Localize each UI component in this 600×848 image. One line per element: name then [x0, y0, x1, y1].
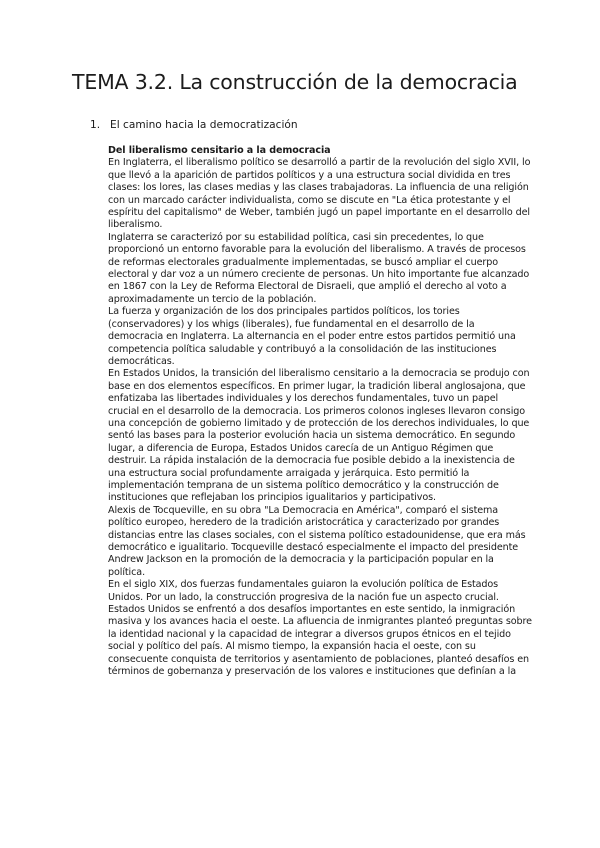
paragraph: Alexis de Tocqueville, en su obra "La Democracia en América", comparó el sistema político europeo, heredero de la tradición aristocrática y caracterizado por grandes distancias entre las clases sociales, con el sistema político estadounidense, que era más democrático e igualitario. Tocqueville destacó especialmente el impacto del presidente Andrew Jackson en la promoción de la democracia y la participación popular en la política.	[108, 504, 526, 578]
section-heading	[90, 119, 298, 131]
paragraph: En Inglaterra, el liberalismo político se desarrolló a partir de la revolución del siglo XVII, lo que llevó a la aparición de partidos políticos y a una estructura social dividida en tres clases: los lores, las clases medias y las clases trabajadoras. La influencia de una religión con un marcado carácter individualista, como se discute en "La ética protestante y el espíritu del capitalismo" de Weber, también jugó un papel importante en el desarrollo del liberalismo.	[108, 157, 531, 231]
paragraph: Inglaterra se caracterizó por su estabilidad política, casi sin precedentes, lo que proporcionó un entorno favorable para la evolución del liberalismo. A través de procesos de reformas electorales gradualmente implementadas, se buscó ampliar el cuerpo electoral y dar voz a un número creciente de personas. Un hito importante fue alcanzado en 1867 con la Ley de Reforma Electoral de Disraeli, que amplió el derecho al voto a aproximadamente un tercio de la población.	[108, 231, 530, 305]
section-number: 1.	[90, 119, 101, 131]
subheading: Del liberalismo censitario a la democracia	[108, 145, 331, 156]
paragraph: En Estados Unidos, la transición del liberalismo censitario a la democracia se produjo con base en dos elementos específicos. En primer lugar, la tradición liberal anglosajona, que enfatizaba las libertades individuales y los derechos fundamentales, tuvo un papel crucial en el desarrollo de la democracia. Los primeros colonos ingleses llevaron consigo una concepción de gobierno limitado y de protección de los derechos individuales, lo que sentó las bases para la posterior evolución hacia un sistema democrático. En segundo lugar, a diferencia de Europa, Estados Unidos carecía de un Antiguo Régimen que destruir. La rápida instalación de la democracia fue posible debido a la inexistencia de una estructura social profundamente arraigada y jerárquica. Esto permitió la implementación temprana de un sistema político democrático y la construcción de instituciones que reflejaban los principios igualitarios y participativos.	[108, 368, 530, 504]
paragraph: La fuerza y organización de los dos principales partidos políticos, los tories (conservadores) y los whigs (liberales), fue fundamental en el desarrollo de la democracia en Inglaterra. La alternancia en el poder entre estos partidos permitió una competencia política saludable y contribuyó a la consolidación de las instituciones democráticas.	[108, 306, 516, 367]
body-text	[108, 145, 532, 678]
section-title: El camino hacia la democratización	[110, 119, 298, 131]
paragraph: En el siglo XIX, dos fuerzas fundamentales guiaron la evolución política de Estados Unidos. Por un lado, la construcción progresiva de la nación fue un aspecto crucial. Estados Unidos se enfrentó a dos desafíos importantes en este sentido, la inmigración masiva y los avances hacia el oeste. La afluencia de inmigrantes planteó preguntas sobre la identidad nacional y la capacidad de integrar a diversos grupos étnicos en el tejido social y político del país. Al mismo tiempo, la expansión hacia el oeste, con su consecuente conquista de territorios y asentamiento de poblaciones, planteó desafíos en términos de gobernanza y preservación de los valores e instituciones que definían a la	[108, 579, 532, 678]
page-title: TEMA 3.2. La construcción de la democracia	[72, 70, 518, 94]
